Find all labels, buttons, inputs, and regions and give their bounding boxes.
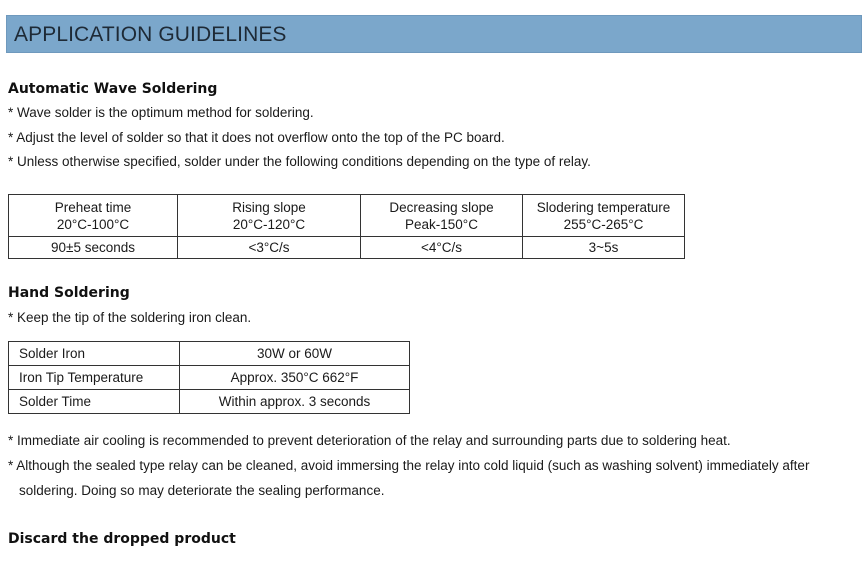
- table-row: [9, 366, 410, 390]
- section-banner: [6, 15, 862, 53]
- cleaning-note: * Although the sealed type relay can be cleaned, avoid immersing the relay into cold liquid (such as washing solvent) immediately after: [8, 458, 810, 473]
- table-cell: <3°C/s: [178, 237, 361, 259]
- discard-heading: Discard the dropped product: [8, 531, 236, 547]
- cooling-note: * Immediate air cooling is recommended to prevent deterioration of the relay and surrounding parts due to soldering heat.: [8, 433, 731, 448]
- page-title: APPLICATION GUIDELINES: [14, 23, 287, 46]
- hand-soldering-table: [8, 341, 410, 414]
- table-cell: Approx. 350°C 662°F: [180, 366, 410, 390]
- wave-soldering-table: [8, 194, 685, 259]
- hand-soldering-heading: Hand Soldering: [8, 285, 130, 301]
- table-row: [9, 390, 410, 414]
- wave-note: * Wave solder is the optimum method for soldering.: [8, 105, 314, 120]
- table-cell: Within approx. 3 seconds: [180, 390, 410, 414]
- table-header-cell: Rising slope 20°C-120°C: [178, 195, 361, 237]
- table-cell: Solder Iron: [9, 342, 180, 366]
- table-header-cell: Preheat time 20°C-100°C: [9, 195, 178, 237]
- table-cell: Solder Time: [9, 390, 180, 414]
- table-cell: Iron Tip Temperature: [9, 366, 180, 390]
- table-header-row: [9, 195, 685, 237]
- wave-note: * Adjust the level of solder so that it does not overflow onto the top of the PC board.: [8, 130, 505, 145]
- table-cell: <4°C/s: [361, 237, 523, 259]
- wave-soldering-heading: Automatic Wave Soldering: [8, 81, 218, 97]
- table-cell: 90±5 seconds: [9, 237, 178, 259]
- table-row: [9, 237, 685, 259]
- table-cell: 30W or 60W: [180, 342, 410, 366]
- wave-note: * Unless otherwise specified, solder under the following conditions depending on the type of relay.: [8, 154, 591, 169]
- table-cell: 3~5s: [523, 237, 685, 259]
- table-header-cell: Slodering temperature 255°C-265°C: [523, 195, 685, 237]
- table-header-cell: Decreasing slope Peak-150°C: [361, 195, 523, 237]
- hand-note: * Keep the tip of the soldering iron clean.: [8, 310, 252, 325]
- cleaning-note-continued: soldering. Doing so may deteriorate the sealing performance.: [19, 483, 385, 498]
- table-row: [9, 342, 410, 366]
